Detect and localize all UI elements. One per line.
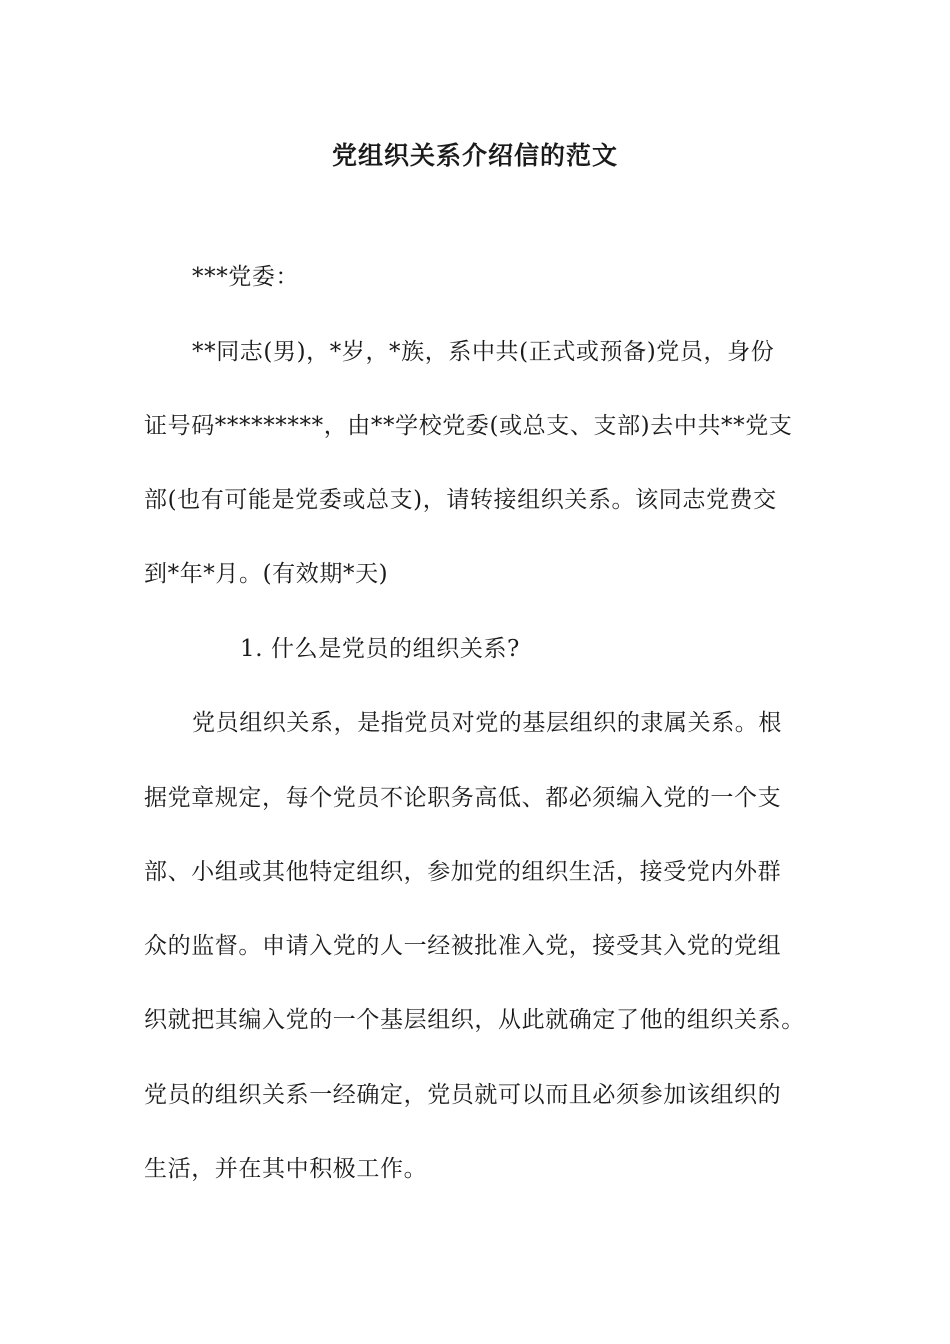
letter-line: 部(也有可能是党委或总支)，请转接组织关系。该同志党费交 [144,487,777,513]
body-line: 织就把其编入党的一个基层组织，从此就确定了他的组织关系。 [144,1007,805,1033]
document-title: 党组织关系介绍信的范文 [331,141,618,170]
body-line: 党员组织关系，是指党员对党的基层组织的隶属关系。根 [192,710,782,736]
body-line: 据党章规定，每个党员不论职务高低、都必须编入党的一个支 [144,785,782,811]
salutation: ***党委： [192,264,300,290]
letter-line: **同志(男)，*岁，*族，系中共(正式或预备)党员，身份 [192,339,775,365]
section-heading: 1. 什么是党员的组织关系? [240,636,520,662]
body-line: 部、小组或其他特定组织，参加党的组织生活，接受党内外群 [144,859,782,885]
body-line: 众的监督。申请入党的人一经被批准入党，接受其入党的党组 [144,933,782,959]
letter-line: 证号码*********，由**学校党委(或总支、支部)去中共**党支 [144,413,793,439]
body-line: 党员的组织关系一经确定，党员就可以而且必须参加该组织的 [144,1082,782,1108]
body-line: 生活，并在其中积极工作。 [144,1156,428,1182]
letter-line: 到*年*月。(有效期*天) [144,561,389,587]
